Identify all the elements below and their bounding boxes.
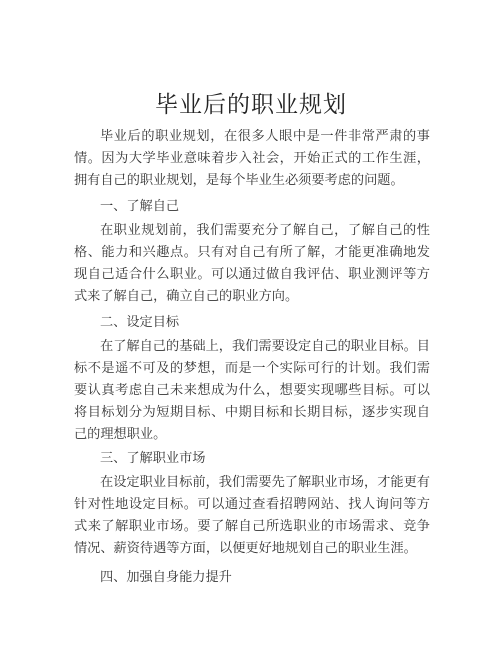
section-heading-2: 二、设定目标 xyxy=(100,315,180,330)
intro-paragraph: 毕业后的职业规划，在很多人眼中是一件非常严肃的事情。因为大学毕业意味着步入社会，开始正式的工作生涯，拥有自己的职业规划，是每个毕业生必须要考虑的问题。 xyxy=(74,129,430,188)
section-body-2: 在了解自己的基础上，我们需要设定自己的职业目标。目标不是遥不可及的梦想，而是一个实际可行的计划。我们需要认真考虑自己未来想成为什么，想要实现哪些目标。可以将目标划分为短期目标、中期目标和长期目标，逐步实现自己的理想职业。 xyxy=(74,339,430,442)
page-title: 毕业后的职业规划 xyxy=(155,92,347,118)
section-heading-1: 一、了解自己 xyxy=(100,199,180,214)
section-heading-4: 四、加强自身能力提升 xyxy=(100,570,232,585)
section-body-1: 在职业规划前，我们需要充分了解自己，了解自己的性格、能力和兴趣点。只有对自己有所了解，才能更准确地发现自己适合什么职业。可以通过做自我评估、职业测评等方式来了解自己，确立自己的职业方向。 xyxy=(74,223,430,304)
section-body-3: 在设定职业目标前，我们需要先了解职业市场，才能更有针对性地设定目标。可以通过查看招聘网站、找人询问等方式来了解职业市场。要了解自己所选职业的市场需求、竞争情况、薪资待遇等方面，以便更好地规划自己的职业生涯。 xyxy=(74,475,430,556)
section-heading-3: 三、了解职业市场 xyxy=(100,451,206,466)
